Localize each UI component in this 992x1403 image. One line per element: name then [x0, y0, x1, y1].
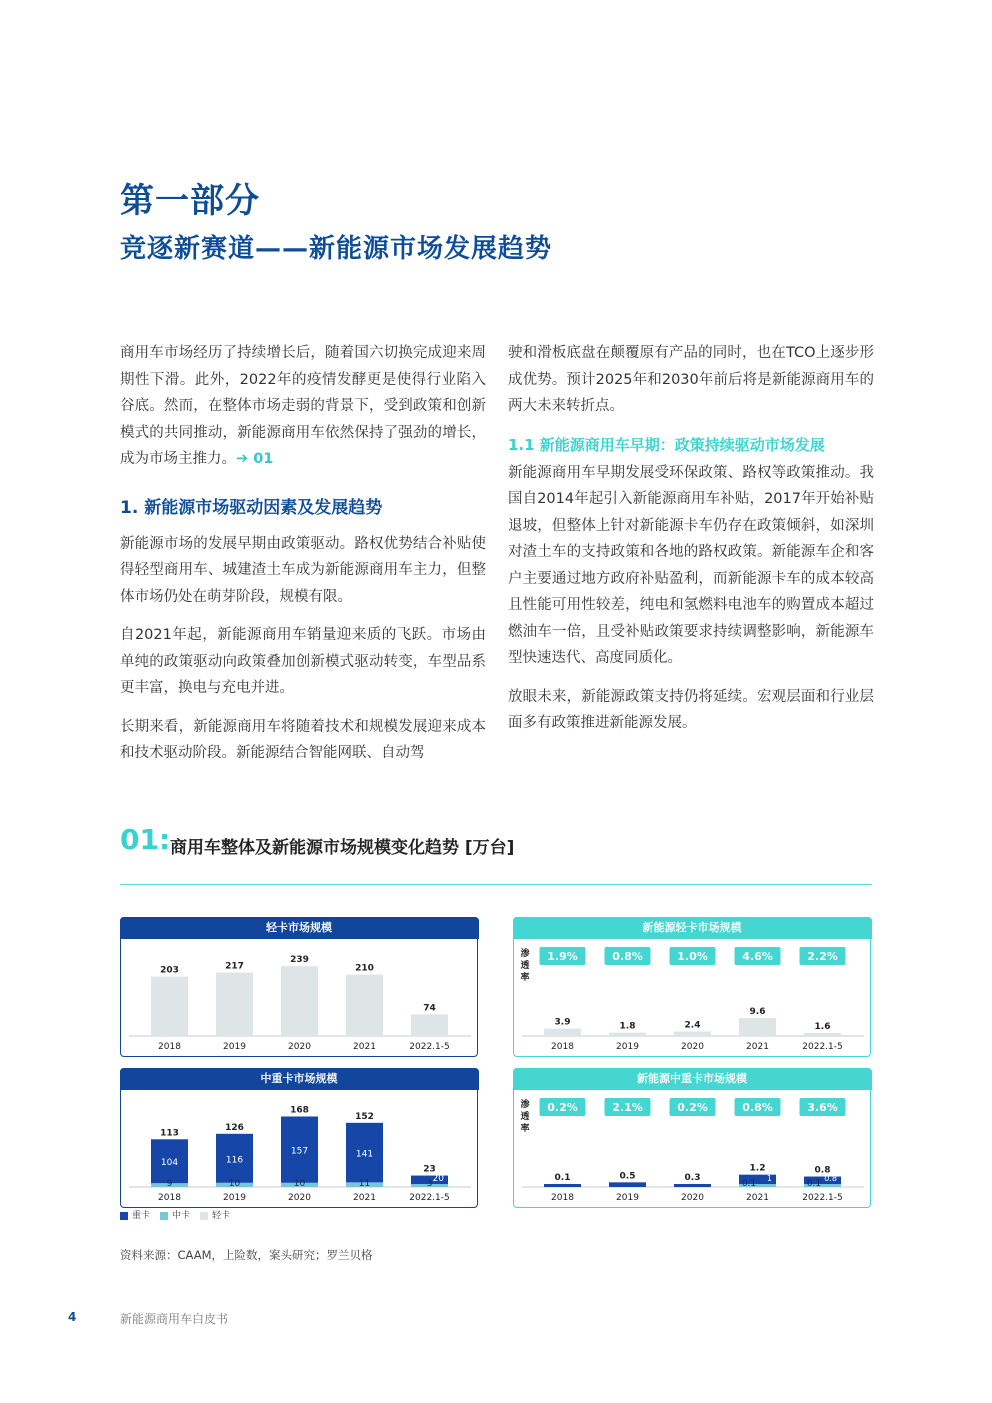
- figure-title: 商用车整体及新能源市场规模变化趋势 [万台]: [170, 838, 515, 858]
- bar-heavy-label: 104: [160, 1158, 179, 1169]
- bar-total-label: 217: [225, 961, 244, 972]
- bar-medium-label: 3: [426, 1179, 433, 1189]
- chart-ne-light-truck: [513, 917, 871, 1057]
- legend-item-medium: 中卡: [160, 1208, 190, 1221]
- chart-ne-medium-heavy-truck: [513, 1068, 871, 1208]
- x-tick-label: 2018: [551, 1193, 574, 1203]
- figure-divider: [120, 884, 872, 885]
- penetration-value: 1.0%: [677, 950, 708, 963]
- bar-heavy-label: 20: [432, 1174, 444, 1184]
- bar-light-truck: [609, 1033, 646, 1036]
- chart-title: 新能源轻卡市场规模: [513, 917, 872, 939]
- penetration-value: 0.2%: [547, 1101, 578, 1114]
- right-column: [508, 340, 874, 749]
- footer-title: 新能源商用车白皮书: [120, 1312, 229, 1326]
- penetration-value: 0.8%: [742, 1101, 773, 1114]
- bar-total-label: 126: [225, 1122, 244, 1133]
- bar-total-label: 0.5: [619, 1171, 636, 1182]
- paragraph-5: 放眼未来，新能源政策支持仍将延续。宏观层面和行业层面多有政策推进新能源发展。: [508, 688, 874, 731]
- chart-title: 轻卡市场规模: [120, 917, 479, 939]
- penetration-axis-label: 渗: [520, 1100, 530, 1110]
- chart-medium-heavy-truck: [120, 1068, 478, 1208]
- penetration-value: 0.8%: [612, 950, 643, 963]
- part-title: 第一部分: [120, 181, 260, 221]
- x-tick-label: 2020: [288, 1042, 311, 1052]
- x-tick-label: 2022.1-5: [802, 1193, 843, 1203]
- bar-medium-label: 0.1: [741, 1179, 757, 1189]
- bar-medium-label: 0.1: [806, 1179, 822, 1189]
- bar-heavy-label: 0.8: [824, 1174, 837, 1183]
- penetration-value: 2.2%: [807, 950, 838, 963]
- penetration-axis-label: 率: [520, 1124, 530, 1134]
- bar-total-label: 1.8: [619, 1021, 636, 1032]
- figure-number: 01:: [120, 823, 171, 856]
- chart-svg: [514, 1069, 872, 1209]
- subsection-heading: 1.1 新能源商用车早期：政策持续驱动市场发展: [508, 435, 825, 454]
- x-tick-label: 2019: [616, 1042, 639, 1052]
- bar-total-label: 0.3: [684, 1173, 701, 1183]
- bar-light-truck: [151, 977, 188, 1036]
- figure-reference-link[interactable]: ➔ 01: [236, 451, 274, 467]
- penetration-value: 2.1%: [612, 1101, 643, 1114]
- chart-light-truck: [120, 917, 478, 1057]
- x-tick-label: 2022.1-5: [409, 1193, 450, 1203]
- part-subtitle: 竞逐新赛道——新能源市场发展趋势: [120, 234, 553, 264]
- x-tick-label: 2018: [551, 1042, 574, 1052]
- bar-total-label: 74: [423, 1003, 436, 1014]
- bar-light-truck: [674, 1032, 711, 1036]
- bar-total-label: 210: [355, 963, 374, 974]
- penetration-axis-label: 率: [520, 973, 530, 983]
- penetration-axis-label: 渗: [520, 949, 530, 959]
- bar-heavy-label: 157: [290, 1146, 309, 1157]
- bar-light-truck: [411, 1014, 448, 1036]
- bar-total-label: 1.2: [749, 1163, 766, 1174]
- paragraph-4: 新能源商用车早期发展受环保政策、路权等政策推动。我国自2014年起引入新能源商用车补贴，2017年开始补贴退坡，但整体上针对新能源卡车仍存在政策倾斜，如深圳对渣土车的支持政策和各地的路权政策。新能源车企和客户主要通过地方政府补贴盈利，而新能源卡车的成本较高且性能可用性较差，纯电和氢燃料电池车的购置成本超过燃油车一倍，且受补贴政策要求持续调整影响，新能源车型快速迭代、高度同质化。: [508, 464, 874, 666]
- x-tick-label: 2018: [158, 1193, 181, 1203]
- bar-total-label: 203: [160, 965, 179, 976]
- bar-total-label: 1.6: [814, 1022, 831, 1033]
- bar-heavy-label: 1: [766, 1174, 772, 1183]
- bar-total-label: 152: [355, 1111, 374, 1122]
- bar-heavy-label: 116: [225, 1155, 244, 1166]
- x-tick-label: 2020: [681, 1193, 704, 1203]
- bar-light-truck: [544, 1029, 581, 1036]
- x-tick-label: 2019: [616, 1193, 639, 1203]
- penetration-value: 3.6%: [807, 1101, 838, 1114]
- bar-total-label: 168: [290, 1105, 309, 1116]
- bar-total-label: 0.8: [814, 1165, 831, 1176]
- penetration-value: 0.2%: [677, 1101, 708, 1114]
- penetration-axis-label: 透: [520, 961, 530, 971]
- bar-light-truck: [281, 966, 318, 1036]
- source-note: 资料来源：CAAM，上险数，案头研究；罗兰贝格: [120, 1248, 373, 1262]
- x-tick-label: 2021: [746, 1193, 769, 1203]
- bar-total-label: 2.4: [684, 1020, 701, 1031]
- x-tick-label: 2021: [353, 1042, 376, 1052]
- bar-light-truck: [346, 975, 383, 1036]
- legend-item-heavy: 重卡: [120, 1208, 150, 1221]
- x-tick-label: 2019: [223, 1042, 246, 1052]
- paragraph-3: 长期来看，新能源商用车将随着技术和规模发展迎来成本和技术驱动阶段。新能源结合智能网联、自动驾: [120, 718, 486, 761]
- bar-total-label: 3.9: [554, 1017, 571, 1028]
- bar-total-label: 113: [160, 1128, 179, 1139]
- bar-medium-label: 10: [293, 1179, 306, 1189]
- intro-paragraph: 商用车市场经历了持续增长后，随着国六切换完成迎来周期性下滑。此外，2022年的疫情发酵更是使得行业陷入谷底。然而，在整体市场走弱的背景下，受到政策和创新模式的共同推动，新能源商用车依然保持了强劲的增长，成为市场主推力。➔ 01: [120, 345, 486, 467]
- chart-title: 新能源中重卡市场规模: [513, 1068, 872, 1090]
- paragraph-0: 驶和滑板底盘在颠覆原有产品的同时，也在TCO上逐步形成优势。预计2025年和2030年前后将是新能源商用车的两大未来转折点。: [508, 345, 874, 414]
- paragraph-2: 自2021年起，新能源商用车销量迎来质的飞跃。市场由单纯的政策驱动向政策叠加创新模式驱动转变，车型品系更丰富，换电与充电并进。: [120, 627, 486, 696]
- paragraph-1: 新能源市场的发展早期由政策驱动。路权优势结合补贴使得轻型商用车、城建渣土车成为新能源商用车主力，但整体市场仍处在萌芽阶段，规模有限。: [120, 535, 486, 605]
- bar-total-label: 0.1: [554, 1173, 571, 1183]
- x-tick-label: 2022.1-5: [802, 1042, 843, 1052]
- chart-svg: [121, 918, 479, 1058]
- x-tick-label: 2019: [223, 1193, 246, 1203]
- x-tick-label: 2021: [746, 1042, 769, 1052]
- bar-light-truck: [739, 1018, 776, 1036]
- bar-medium-label: 10: [228, 1179, 241, 1189]
- page-number: 4: [68, 1310, 77, 1324]
- bar-light-truck: [804, 1033, 841, 1036]
- chart-svg: [121, 1069, 479, 1209]
- bar-heavy-truck: [674, 1184, 711, 1187]
- penetration-value: 1.9%: [547, 950, 578, 963]
- bar-light-truck: [216, 973, 253, 1036]
- bar-heavy-truck: [609, 1182, 646, 1187]
- chart-title: 中重卡市场规模: [120, 1068, 479, 1090]
- bar-heavy-label: 141: [355, 1149, 374, 1160]
- penetration-axis-label: 透: [520, 1112, 530, 1122]
- left-column: [120, 340, 486, 779]
- x-tick-label: 2018: [158, 1042, 181, 1052]
- bar-total-label: 239: [290, 955, 309, 966]
- x-tick-label: 2020: [681, 1042, 704, 1052]
- chart-svg: [514, 918, 872, 1058]
- chart-legend: [120, 1208, 230, 1221]
- bar-total-label: 23: [423, 1164, 436, 1175]
- bar-medium-label: 11: [358, 1179, 371, 1189]
- bar-total-label: 9.6: [749, 1007, 766, 1018]
- bar-heavy-truck: [544, 1184, 581, 1187]
- penetration-value: 4.6%: [742, 950, 773, 963]
- bar-medium-label: 9: [166, 1179, 173, 1189]
- section-heading: 1. 新能源市场驱动因素及发展趋势: [120, 497, 383, 518]
- x-tick-label: 2020: [288, 1193, 311, 1203]
- legend-item-light: 轻卡: [200, 1208, 230, 1221]
- x-tick-label: 2022.1-5: [409, 1042, 450, 1052]
- x-tick-label: 2021: [353, 1193, 376, 1203]
